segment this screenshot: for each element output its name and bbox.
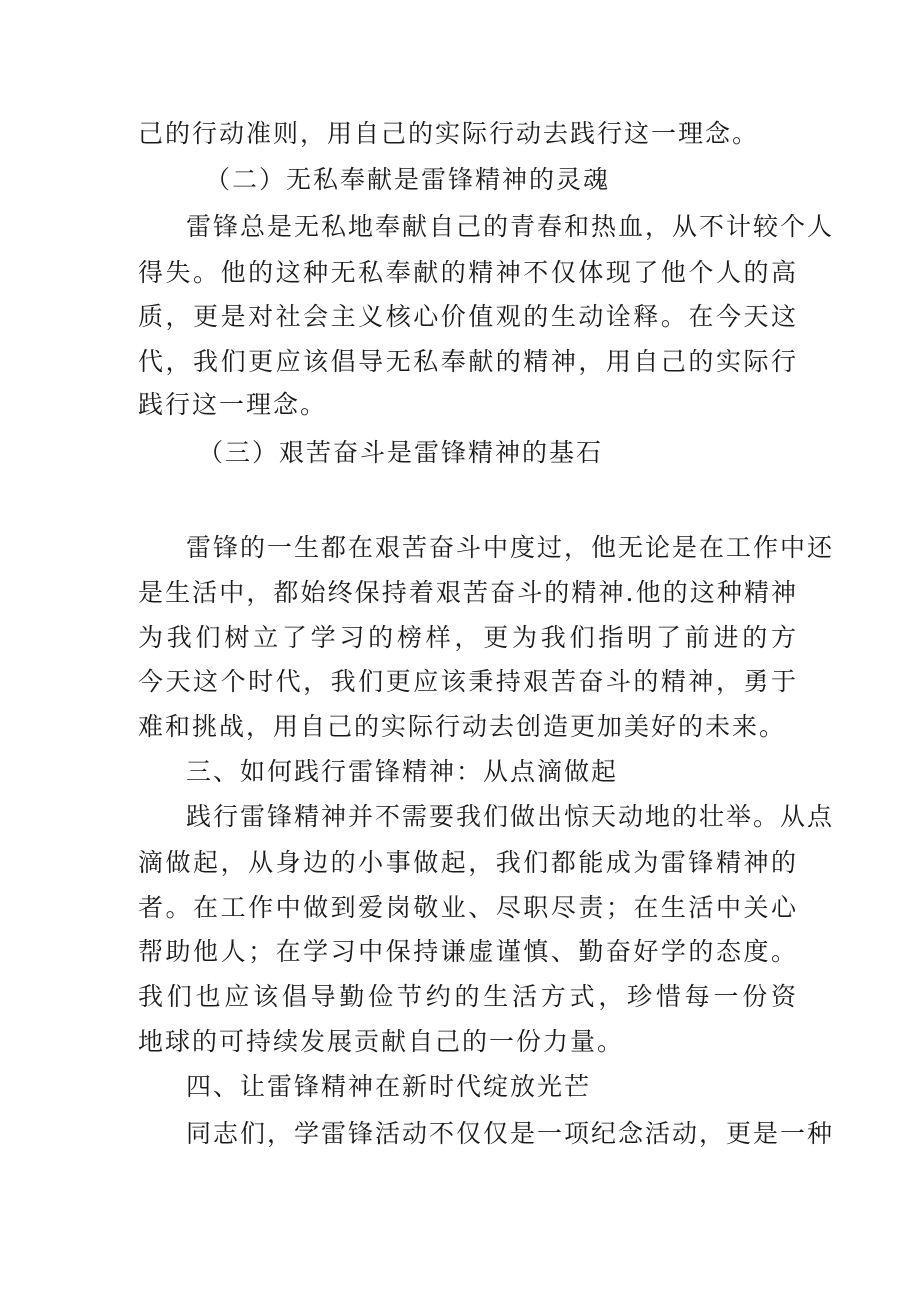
paragraph-line: 是生活中，都始终保持着艰苦奋斗的精神.他的这种精神	[138, 578, 798, 607]
paragraph-line: 践行雷锋精神并不需要我们做出惊天动地的壮举。从点	[186, 802, 835, 831]
paragraph-line: 得失。他的这种无私奉献的精神不仅体现了他个人的高	[138, 258, 798, 287]
paragraph-line: 今天这个时代，我们更应该秉持艰苦奋斗的精神，勇于	[138, 667, 798, 696]
paragraph-line: 难和挑战，用自己的实际行动去创造更加美好的未来。	[138, 712, 787, 741]
paragraph-line: 地球的可持续发展贡献自己的一份力量。	[138, 1027, 625, 1056]
paragraph-line: 践行这一理念。	[138, 390, 328, 419]
section-heading: 三、如何践行雷锋精神：从点滴做起	[186, 757, 619, 786]
paragraph-line: 我们也应该倡导勤俭节约的生活方式，珍惜每一份资	[138, 982, 798, 1011]
paragraph-line: 代，我们更应该倡导无私奉献的精神，用自己的实际行	[138, 347, 798, 376]
paragraph-line: 者。在工作中做到爱岗敬业、尽职尽责；在生活中关心	[138, 893, 798, 922]
paragraph-line: 雷锋总是无私地奉献自己的青春和热血，从不计较个人	[186, 212, 835, 241]
paragraph-line: 同志们，学雷锋活动不仅仅是一项纪念活动，更是一种	[186, 1119, 835, 1148]
section-heading: 四、让雷锋精神在新时代绽放光芒	[186, 1072, 592, 1101]
section-heading: （三）艰苦奋斗是雷锋精神的基石	[198, 438, 604, 467]
paragraph-line: 为我们树立了学习的榜样，更为我们指明了前进的方	[138, 623, 798, 652]
paragraph-line: 滴做起，从身边的小事做起，我们都能成为雷锋精神的	[138, 848, 798, 877]
paragraph-line: 帮助他人；在学习中保持谦虚谨慎、勤奋好学的态度。	[138, 937, 798, 966]
paragraph-line: 己的行动准则，用自己的实际行动去践行这一理念。	[138, 119, 760, 148]
paragraph-line: 雷锋的一生都在艰苦奋斗中度过，他无论是在工作中还	[186, 533, 835, 562]
section-heading: （二）无私奉献是雷锋精神的灵魂	[205, 165, 611, 194]
paragraph-line: 质，更是对社会主义核心价值观的生动诠释。在今天这	[138, 302, 798, 331]
